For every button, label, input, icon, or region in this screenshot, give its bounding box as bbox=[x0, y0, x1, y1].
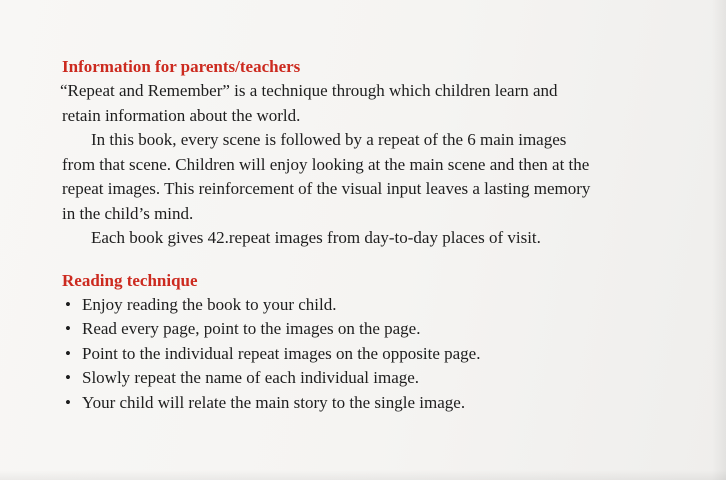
bullet-icon: • bbox=[65, 319, 71, 338]
info-paragraph-2-line-4: in the child’s mind. bbox=[62, 203, 194, 223]
info-heading: Information for parents/teachers bbox=[62, 57, 301, 76]
bullet-icon: • bbox=[65, 392, 71, 412]
page-shadow-bottom bbox=[0, 470, 726, 480]
list-item bbox=[62, 317, 692, 342]
list-item bbox=[62, 391, 692, 416]
bullet-icon: • bbox=[65, 294, 71, 314]
reading-heading: Reading technique bbox=[62, 270, 198, 290]
list-item-text: Point to the individual repeat images on the opposite page. bbox=[82, 343, 481, 363]
info-paragraph-1-line-1: “Repeat and Remember” is a technique through which children learn and bbox=[60, 81, 558, 100]
list-item bbox=[62, 342, 692, 367]
info-paragraph-2-line-1: In this book, every scene is followed by a repeat of the 6 main images bbox=[91, 130, 567, 149]
info-paragraph-2-line-3: repeat images. This reinforcement of the visual input leaves a lasting memory bbox=[62, 179, 591, 198]
info-paragraph-1 bbox=[62, 79, 692, 128]
bullet-icon: • bbox=[65, 343, 71, 363]
info-paragraph-3 bbox=[62, 226, 692, 251]
page-content bbox=[62, 55, 692, 415]
list-item-text: Read every page, point to the images on the page. bbox=[82, 319, 421, 338]
section-spacer bbox=[62, 251, 692, 269]
list-item-text: Enjoy reading the book to your child. bbox=[82, 294, 337, 314]
list-item bbox=[62, 366, 692, 391]
list-item-text: Slowly repeat the name of each individual image. bbox=[82, 368, 420, 387]
info-paragraph-3-line-1: Each book gives 42.repeat images from day-to-day places of visit. bbox=[91, 228, 541, 247]
info-paragraph-2-line-2: from that scene. Children will enjoy looking at the main scene and then at the bbox=[62, 154, 590, 174]
info-paragraph-1-line-2: retain information about the world. bbox=[62, 105, 301, 125]
list-item bbox=[62, 293, 692, 318]
bullet-icon: • bbox=[65, 368, 71, 387]
info-paragraph-2 bbox=[62, 128, 692, 226]
reading-list bbox=[62, 293, 692, 416]
page-shadow-right bbox=[712, 0, 726, 480]
list-item-text: Your child will relate the main story to the single image. bbox=[82, 392, 466, 412]
